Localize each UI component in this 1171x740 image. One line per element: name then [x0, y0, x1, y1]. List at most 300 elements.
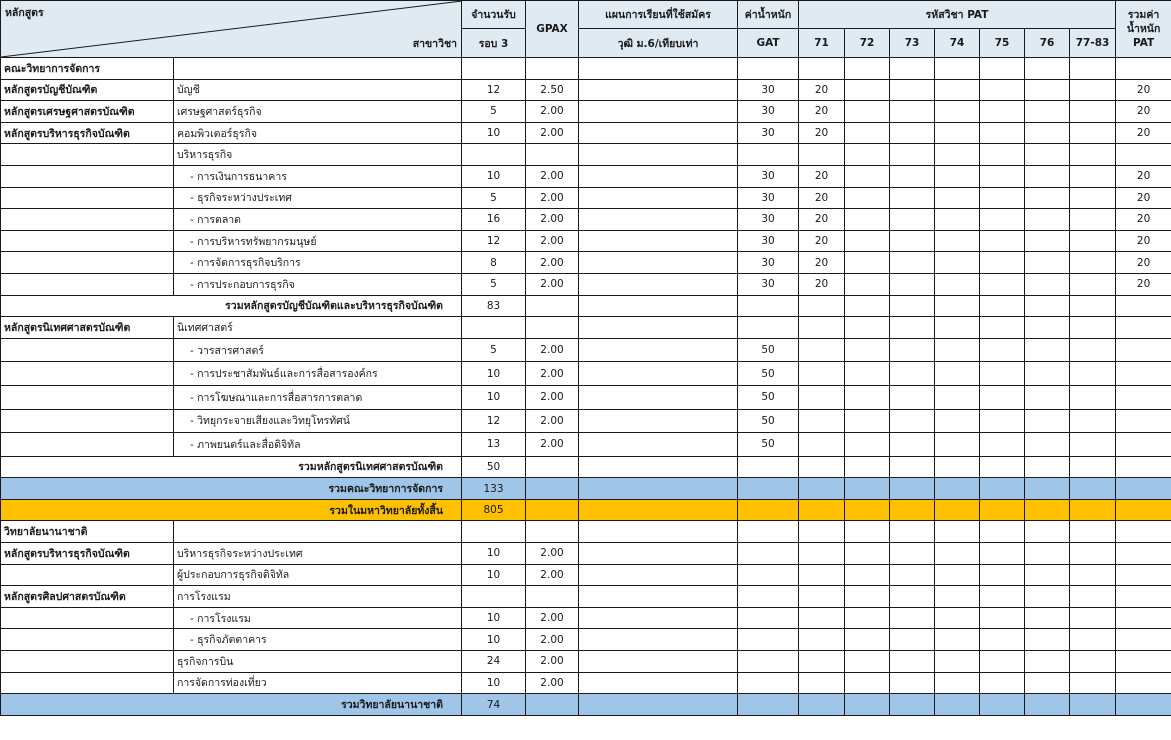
pat-cell: [935, 338, 980, 362]
gat-cell: 30: [738, 101, 799, 123]
pat-cell: [845, 629, 890, 651]
gat-cell: [738, 564, 799, 586]
plan-cell: [579, 478, 738, 500]
pat-cell: [890, 58, 935, 80]
seats-cell: 10: [462, 607, 526, 629]
table-row: [1, 564, 1171, 586]
header-plan-top: แผนการเรียนที่ใช้สมัคร: [579, 1, 738, 29]
pat-cell: [1070, 409, 1116, 433]
pat-total-cell: 20: [1116, 230, 1171, 252]
pat-71-cell: 20: [799, 165, 845, 187]
pat-cell: [1070, 209, 1116, 231]
pat-cell: [890, 385, 935, 409]
seats-cell: 10: [462, 543, 526, 565]
pat-cell: [1070, 521, 1116, 543]
pat-71-cell: [799, 543, 845, 565]
major-cell: - การประกอบการธุรกิจ: [174, 273, 462, 295]
pat-cell: [799, 694, 845, 716]
pat-cell: [890, 79, 935, 101]
gpax-cell: 2.00: [526, 273, 579, 295]
pat-cell: [845, 230, 890, 252]
pat-cell: [845, 187, 890, 209]
seats-cell: 10: [462, 385, 526, 409]
pat-cell: [935, 79, 980, 101]
pat-total-cell: [1116, 478, 1171, 500]
pat-cell: [980, 317, 1025, 339]
pat-71-cell: 20: [799, 230, 845, 252]
gat-cell: [738, 586, 799, 608]
gat-cell: [738, 58, 799, 80]
total-seats: 83: [462, 295, 526, 317]
pat-cell: [1025, 499, 1070, 521]
pat-cell: [935, 230, 980, 252]
seats-cell: [462, 586, 526, 608]
pat-cell: [980, 187, 1025, 209]
pat-total-cell: 20: [1116, 252, 1171, 274]
table-row: [1, 165, 1171, 187]
gat-cell: 30: [738, 209, 799, 231]
pat-cell: [890, 362, 935, 386]
gpax-cell: [526, 586, 579, 608]
header-total-bottom: PAT: [1132, 37, 1155, 49]
table-row: [1, 521, 1171, 543]
pat-cell: [890, 564, 935, 586]
header-seats-top: จำนวนรับ: [462, 1, 526, 29]
gpax-cell: 2.00: [526, 629, 579, 651]
pat-71-cell: [799, 385, 845, 409]
pat-cell: [1070, 101, 1116, 123]
gpax-cell: [526, 694, 579, 716]
gat-cell: 50: [738, 362, 799, 386]
header-gat-top: ค่าน้ำหนัก: [738, 1, 799, 29]
header-pat-group: รหัสวิชา PAT: [799, 1, 1116, 29]
pat-cell: [980, 101, 1025, 123]
pat-cell: [890, 209, 935, 231]
gat-cell: 50: [738, 409, 799, 433]
pat-cell: [980, 651, 1025, 673]
pat-total-cell: [1116, 433, 1171, 457]
seats-cell: 10: [462, 564, 526, 586]
gpax-cell: [526, 456, 579, 478]
gat-cell: 30: [738, 122, 799, 144]
pat-71-cell: [799, 629, 845, 651]
pat-cell: [1070, 433, 1116, 457]
table-row: [1, 409, 1171, 433]
plan-cell: [579, 79, 738, 101]
pat-cell: [935, 629, 980, 651]
pat-cell: [1070, 252, 1116, 274]
pat-71-cell: [799, 586, 845, 608]
pat-71-cell: [799, 607, 845, 629]
pat-cell: [935, 295, 980, 317]
course-cell: หลักสูตรบริหารธุรกิจบัณฑิต: [1, 122, 174, 144]
pat-cell: [845, 564, 890, 586]
pat-cell: [890, 338, 935, 362]
pat-cell: [890, 101, 935, 123]
major-cell: - การโรงแรม: [174, 607, 462, 629]
header-seats-bottom: รอบ 3: [462, 29, 526, 58]
pat-cell: [935, 433, 980, 457]
pat-cell: [980, 385, 1025, 409]
pat-cell: [1070, 607, 1116, 629]
pat-cell: [890, 230, 935, 252]
major-cell: บริหารธุรกิจ: [174, 144, 462, 166]
plan-cell: [579, 433, 738, 457]
pat-cell: [1070, 317, 1116, 339]
table-row: [1, 385, 1171, 409]
pat-cell: [1070, 230, 1116, 252]
pat-71-cell: [799, 317, 845, 339]
gpax-cell: 2.00: [526, 252, 579, 274]
pat-cell: [890, 144, 935, 166]
gat-cell: 30: [738, 273, 799, 295]
pat-cell: [1070, 651, 1116, 673]
plan-cell: [579, 456, 738, 478]
pat-cell: [935, 672, 980, 694]
pat-cell: [845, 433, 890, 457]
pat-cell: [1025, 317, 1070, 339]
gat-cell: 50: [738, 338, 799, 362]
major-cell: - วิทยุกระจายเสียงและวิทยุโทรทัศน์: [174, 409, 462, 433]
pat-cell: [980, 543, 1025, 565]
pat-cell: [1070, 58, 1116, 80]
gat-cell: [738, 499, 799, 521]
seats-cell: 16: [462, 209, 526, 231]
pat-total-cell: [1116, 521, 1171, 543]
pat-cell: [845, 317, 890, 339]
seats-cell: 10: [462, 629, 526, 651]
pat-cell: [935, 385, 980, 409]
pat-total-cell: [1116, 586, 1171, 608]
pat-cell: [890, 433, 935, 457]
pat-cell: [935, 273, 980, 295]
pat-cell: [980, 409, 1025, 433]
gpax-cell: 2.00: [526, 433, 579, 457]
header-pat-72: 72: [845, 29, 890, 58]
seats-cell: [462, 144, 526, 166]
course-cell: [1, 187, 174, 209]
header-total-top: รวมค่า: [1127, 9, 1160, 21]
gpax-cell: 2.00: [526, 122, 579, 144]
plan-cell: [579, 543, 738, 565]
pat-cell: [845, 101, 890, 123]
table-row: [1, 651, 1171, 673]
pat-cell: [1025, 521, 1070, 543]
gat-cell: 30: [738, 252, 799, 274]
pat-cell: [1025, 385, 1070, 409]
major-cell: - การประชาสัมพันธ์และการสื่อสารองค์กร: [174, 362, 462, 386]
pat-total-cell: 20: [1116, 187, 1171, 209]
pat-total-cell: [1116, 338, 1171, 362]
pat-cell: [1070, 586, 1116, 608]
table-row: [1, 209, 1171, 231]
pat-cell: [890, 607, 935, 629]
gpax-cell: 2.00: [526, 607, 579, 629]
pat-total-cell: [1116, 295, 1171, 317]
gat-cell: [738, 456, 799, 478]
gpax-cell: 2.00: [526, 543, 579, 565]
seats-cell: 12: [462, 409, 526, 433]
pat-cell: [1025, 230, 1070, 252]
pat-total-cell: [1116, 672, 1171, 694]
pat-cell: [845, 456, 890, 478]
plan-cell: [579, 273, 738, 295]
pat-cell: [845, 672, 890, 694]
major-cell: ธุรกิจการบิน: [174, 651, 462, 673]
pat-cell: [1025, 456, 1070, 478]
gpax-cell: [526, 521, 579, 543]
pat-cell: [1025, 433, 1070, 457]
plan-cell: [579, 230, 738, 252]
table-row: [1, 295, 1171, 317]
plan-cell: [579, 385, 738, 409]
gat-cell: [738, 651, 799, 673]
pat-cell: [845, 409, 890, 433]
header-pat-73: 73: [890, 29, 935, 58]
pat-cell: [890, 694, 935, 716]
pat-total-cell: 20: [1116, 122, 1171, 144]
table-row: [1, 273, 1171, 295]
course-cell: [1, 409, 174, 433]
gat-cell: 30: [738, 79, 799, 101]
pat-cell: [935, 651, 980, 673]
plan-cell: [579, 694, 738, 716]
pat-71-cell: 20: [799, 209, 845, 231]
total-label: รวมคณะวิทยาการจัดการ: [1, 478, 462, 500]
header-plan-bottom: วุฒิ ม.6/เทียบเท่า: [579, 29, 738, 58]
pat-cell: [890, 629, 935, 651]
pat-total-cell: 20: [1116, 273, 1171, 295]
pat-cell: [799, 478, 845, 500]
course-cell: [1, 433, 174, 457]
pat-cell: [890, 273, 935, 295]
gat-cell: [738, 478, 799, 500]
pat-cell: [1025, 694, 1070, 716]
pat-total-cell: [1116, 543, 1171, 565]
major-cell: - วารสารศาสตร์: [174, 338, 462, 362]
gpax-cell: [526, 499, 579, 521]
course-cell: หลักสูตรบริหารธุรกิจบัณฑิต: [1, 543, 174, 565]
seats-cell: 12: [462, 230, 526, 252]
pat-71-cell: 20: [799, 187, 845, 209]
table-row: [1, 607, 1171, 629]
plan-cell: [579, 672, 738, 694]
pat-cell: [1025, 672, 1070, 694]
pat-cell: [890, 499, 935, 521]
pat-cell: [1025, 79, 1070, 101]
pat-cell: [935, 607, 980, 629]
table-row: [1, 478, 1171, 500]
pat-total-cell: [1116, 409, 1171, 433]
major-cell: [174, 521, 462, 543]
section-title: วิทยาลัยนานาชาติ: [1, 521, 174, 543]
gpax-cell: [526, 295, 579, 317]
pat-cell: [890, 521, 935, 543]
gpax-cell: 2.00: [526, 409, 579, 433]
course-cell: หลักสูตรนิเทศศาสตรบัณฑิต: [1, 317, 174, 339]
pat-71-cell: [799, 409, 845, 433]
header-pat-75: 75: [980, 29, 1025, 58]
pat-cell: [845, 586, 890, 608]
major-cell: - การบริหารทรัพยากรมนุษย์: [174, 230, 462, 252]
pat-cell: [890, 122, 935, 144]
plan-cell: [579, 586, 738, 608]
major-cell: - ธุรกิจระหว่างประเทศ: [174, 187, 462, 209]
pat-cell: [980, 230, 1025, 252]
pat-cell: [799, 521, 845, 543]
pat-cell: [845, 385, 890, 409]
major-cell: - การตลาด: [174, 209, 462, 231]
plan-cell: [579, 122, 738, 144]
pat-cell: [1070, 273, 1116, 295]
gat-cell: 50: [738, 385, 799, 409]
pat-71-cell: [799, 338, 845, 362]
major-cell: คอมพิวเตอร์ธุรกิจ: [174, 122, 462, 144]
gpax-cell: [526, 144, 579, 166]
pat-cell: [980, 79, 1025, 101]
plan-cell: [579, 521, 738, 543]
table-body: [1, 58, 1171, 716]
course-cell: [1, 252, 174, 274]
course-cell: หลักสูตรบัญชีบัณฑิต: [1, 79, 174, 101]
table-row: [1, 499, 1171, 521]
pat-cell: [1070, 144, 1116, 166]
pat-cell: [980, 295, 1025, 317]
total-label: รวมวิทยาลัยนานาชาติ: [1, 694, 462, 716]
pat-cell: [1025, 586, 1070, 608]
pat-cell: [845, 338, 890, 362]
pat-cell: [980, 273, 1025, 295]
pat-cell: [1025, 209, 1070, 231]
pat-cell: [935, 187, 980, 209]
table-row: [1, 144, 1171, 166]
pat-cell: [935, 499, 980, 521]
course-cell: [1, 564, 174, 586]
pat-cell: [845, 521, 890, 543]
pat-cell: [1070, 672, 1116, 694]
table-row: [1, 79, 1171, 101]
pat-71-cell: [799, 564, 845, 586]
gat-cell: [738, 694, 799, 716]
pat-71-cell: [799, 433, 845, 457]
pat-cell: [1070, 122, 1116, 144]
gpax-cell: [526, 317, 579, 339]
total-label: รวมหลักสูตรนิเทศศาสตรบัณฑิต: [1, 456, 462, 478]
pat-cell: [1025, 122, 1070, 144]
pat-cell: [1025, 187, 1070, 209]
pat-cell: [1025, 362, 1070, 386]
pat-cell: [890, 478, 935, 500]
pat-cell: [799, 295, 845, 317]
seats-cell: 5: [462, 273, 526, 295]
seats-cell: 13: [462, 433, 526, 457]
course-cell: [1, 362, 174, 386]
pat-cell: [935, 543, 980, 565]
table-row: [1, 101, 1171, 123]
gpax-cell: 2.00: [526, 651, 579, 673]
pat-71-cell: 20: [799, 101, 845, 123]
corner-diagonal-line: [1, 1, 462, 57]
pat-cell: [980, 564, 1025, 586]
course-cell: [1, 385, 174, 409]
pat-cell: [935, 144, 980, 166]
pat-cell: [845, 144, 890, 166]
seats-cell: 8: [462, 252, 526, 274]
course-cell: [1, 607, 174, 629]
major-cell: การจัดการท่องเที่ยว: [174, 672, 462, 694]
seats-cell: 12: [462, 79, 526, 101]
table-header: [1, 1, 1171, 58]
plan-cell: [579, 651, 738, 673]
plan-cell: [579, 209, 738, 231]
gat-cell: [738, 629, 799, 651]
major-cell: - ธุรกิจภัตตาคาร: [174, 629, 462, 651]
gat-cell: [738, 607, 799, 629]
gpax-cell: 2.00: [526, 338, 579, 362]
total-seats: 805: [462, 499, 526, 521]
plan-cell: [579, 252, 738, 274]
table-row: [1, 629, 1171, 651]
table-row: [1, 317, 1171, 339]
pat-total-cell: [1116, 499, 1171, 521]
seats-cell: [462, 521, 526, 543]
pat-cell: [980, 209, 1025, 231]
gat-cell: [738, 295, 799, 317]
header-pat-76: 76: [1025, 29, 1070, 58]
pat-cell: [890, 295, 935, 317]
pat-cell: [935, 564, 980, 586]
gat-cell: 30: [738, 165, 799, 187]
plan-cell: [579, 101, 738, 123]
major-cell: การโรงแรม: [174, 586, 462, 608]
pat-cell: [1070, 338, 1116, 362]
course-cell: [1, 672, 174, 694]
pat-cell: [1070, 385, 1116, 409]
pat-cell: [845, 295, 890, 317]
gat-cell: [738, 521, 799, 543]
pat-total-cell: [1116, 144, 1171, 166]
plan-cell: [579, 187, 738, 209]
seats-cell: 5: [462, 338, 526, 362]
pat-cell: [980, 629, 1025, 651]
pat-cell: [1025, 165, 1070, 187]
pat-total-cell: [1116, 362, 1171, 386]
header-pat-total: [1116, 1, 1171, 58]
pat-cell: [935, 362, 980, 386]
pat-cell: [1070, 499, 1116, 521]
pat-cell: [845, 165, 890, 187]
table-row: [1, 694, 1171, 716]
gat-cell: 50: [738, 433, 799, 457]
pat-cell: [1025, 144, 1070, 166]
pat-total-cell: 20: [1116, 165, 1171, 187]
gpax-cell: [526, 58, 579, 80]
major-cell: - การโฆษณาและการสื่อสารการตลาด: [174, 385, 462, 409]
table-row: [1, 362, 1171, 386]
pat-total-cell: [1116, 607, 1171, 629]
pat-cell: [935, 317, 980, 339]
pat-71-cell: 20: [799, 273, 845, 295]
pat-total-cell: [1116, 564, 1171, 586]
pat-cell: [935, 101, 980, 123]
pat-cell: [980, 252, 1025, 274]
plan-cell: [579, 295, 738, 317]
major-cell: [174, 58, 462, 80]
pat-cell: [1070, 79, 1116, 101]
pat-cell: [890, 543, 935, 565]
pat-cell: [1025, 607, 1070, 629]
plan-cell: [579, 629, 738, 651]
